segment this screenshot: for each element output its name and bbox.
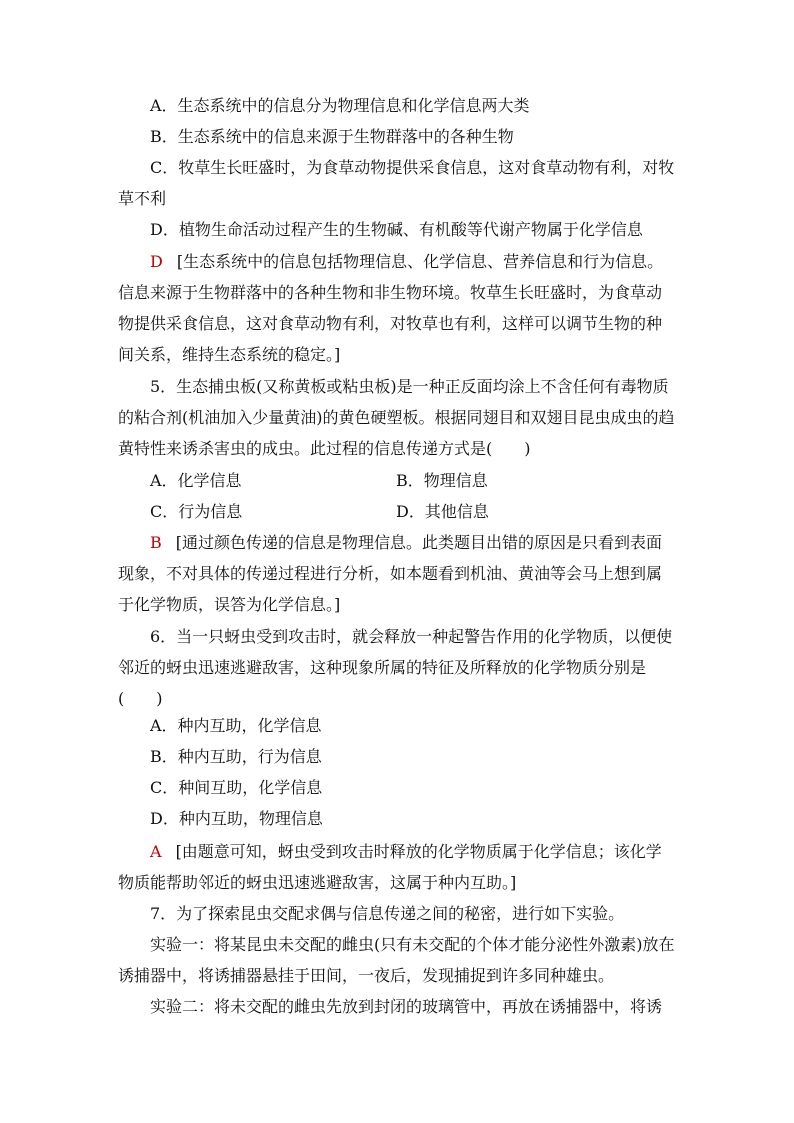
q7-experiment2-1: 实验二：将未交配的雌虫先放到封闭的玻璃管中，再放在诱捕器中，将诱 <box>150 997 663 1016</box>
q6-option-d: D．种内互助，物理信息 <box>150 809 323 828</box>
q6-explanation-1: [由题意可知，蚜虫受到攻击时释放的化学物质属于化学信息；该化学 <box>175 842 662 861</box>
prev-explanation-3: 物提供采食信息，这对食草动物有利，对牧草也有利，这样可以调节生物的种 <box>118 314 663 333</box>
q5-option-d: D．其他信息 <box>396 502 489 521</box>
prev-option-a: A．生态系统中的信息分为物理信息和化学信息两大类 <box>150 96 530 115</box>
prev-answer-letter: D <box>150 252 163 271</box>
prev-explanation-1: [生态系统中的信息包括物理信息、化学信息、营养信息和行为信息。 <box>176 252 664 271</box>
q6-stem-2: 邻近的蚜虫迅速逃避敌害，这种现象所属的特征及所释放的化学物质分别是 <box>118 658 647 677</box>
q6-explanation-2: 物质能帮助邻近的蚜虫迅速逃避敌害，这属于种内互助。] <box>118 873 517 892</box>
prev-explanation-4: 间关系，维持生态系统的稳定。] <box>118 345 341 364</box>
prev-option-d: D．植物生命活动过程产生的生物碱、有机酸等代谢产物属于化学信息 <box>150 220 643 239</box>
q5-option-a: A．化学信息 <box>150 471 242 490</box>
q6-stem-1: 6．当一只蚜虫受到攻击时，就会释放一种起警告作用的化学物质，以便使 <box>150 627 673 646</box>
q5-answer-line <box>150 533 678 553</box>
q6-option-b: B．种内互助，行为信息 <box>150 747 322 766</box>
q7-experiment1-2: 诱捕器中，将诱捕器悬挂于田间，一夜后，发现捕捉到许多同种雄虫。 <box>118 966 615 985</box>
prev-answer-line <box>150 252 678 272</box>
q6-option-c: C．种间互助，化学信息 <box>150 778 323 797</box>
q6-stem-3: ( ) <box>118 689 163 708</box>
q5-stem-1: 5．生态捕虫板(又称黄板或粘虫板)是一种正反面均涂上不含任何有毒物质 <box>150 377 669 396</box>
q6-answer-line <box>150 842 678 862</box>
q7-experiment1-1: 实验一：将某昆虫未交配的雌虫(只有未交配的个体才能分泌性外激素)放在 <box>150 935 675 954</box>
q5-option-b: B．物理信息 <box>396 471 488 490</box>
prev-option-c: C．牧草生长旺盛时，为食草动物提供采食信息，这对食草动物有利，对牧 <box>150 158 675 177</box>
q5-explanation-1: [通过颜色传递的信息是物理信息。此类题目出错的原因是只看到表面 <box>175 533 663 552</box>
q5-answer-letter: B <box>150 533 162 552</box>
q7-stem: 7．为了探索昆虫交配求偶与信息传递之间的秘密，进行如下实验。 <box>150 904 625 923</box>
q6-answer-letter: A <box>150 842 162 861</box>
q5-explanation-2: 现象，不对具体的传递过程进行分析，如本题看到机油、黄油等会马上想到属 <box>118 564 663 583</box>
prev-explanation-2: 信息来源于生物群落中的各种生物和非生物环境。牧草生长旺盛时，为食草动 <box>118 283 663 302</box>
q5-option-c: C．行为信息 <box>150 502 243 521</box>
q5-explanation-3: 于化学物质，误答为化学信息。] <box>118 595 341 614</box>
prev-option-b: B．生态系统中的信息来源于生物群落中的各种生物 <box>150 127 514 146</box>
q6-option-a: A．种内互助，化学信息 <box>150 716 322 735</box>
q5-stem-3: 黄特性来诱杀害虫的成虫。此过程的信息传递方式是( ) <box>118 439 531 458</box>
q5-stem-2: 的粘合剂(机油加入少量黄油)的黄色硬塑板。根据同翅目和双翅目昆虫成虫的趋 <box>118 408 675 427</box>
prev-option-c-cont: 草不利 <box>118 189 167 208</box>
